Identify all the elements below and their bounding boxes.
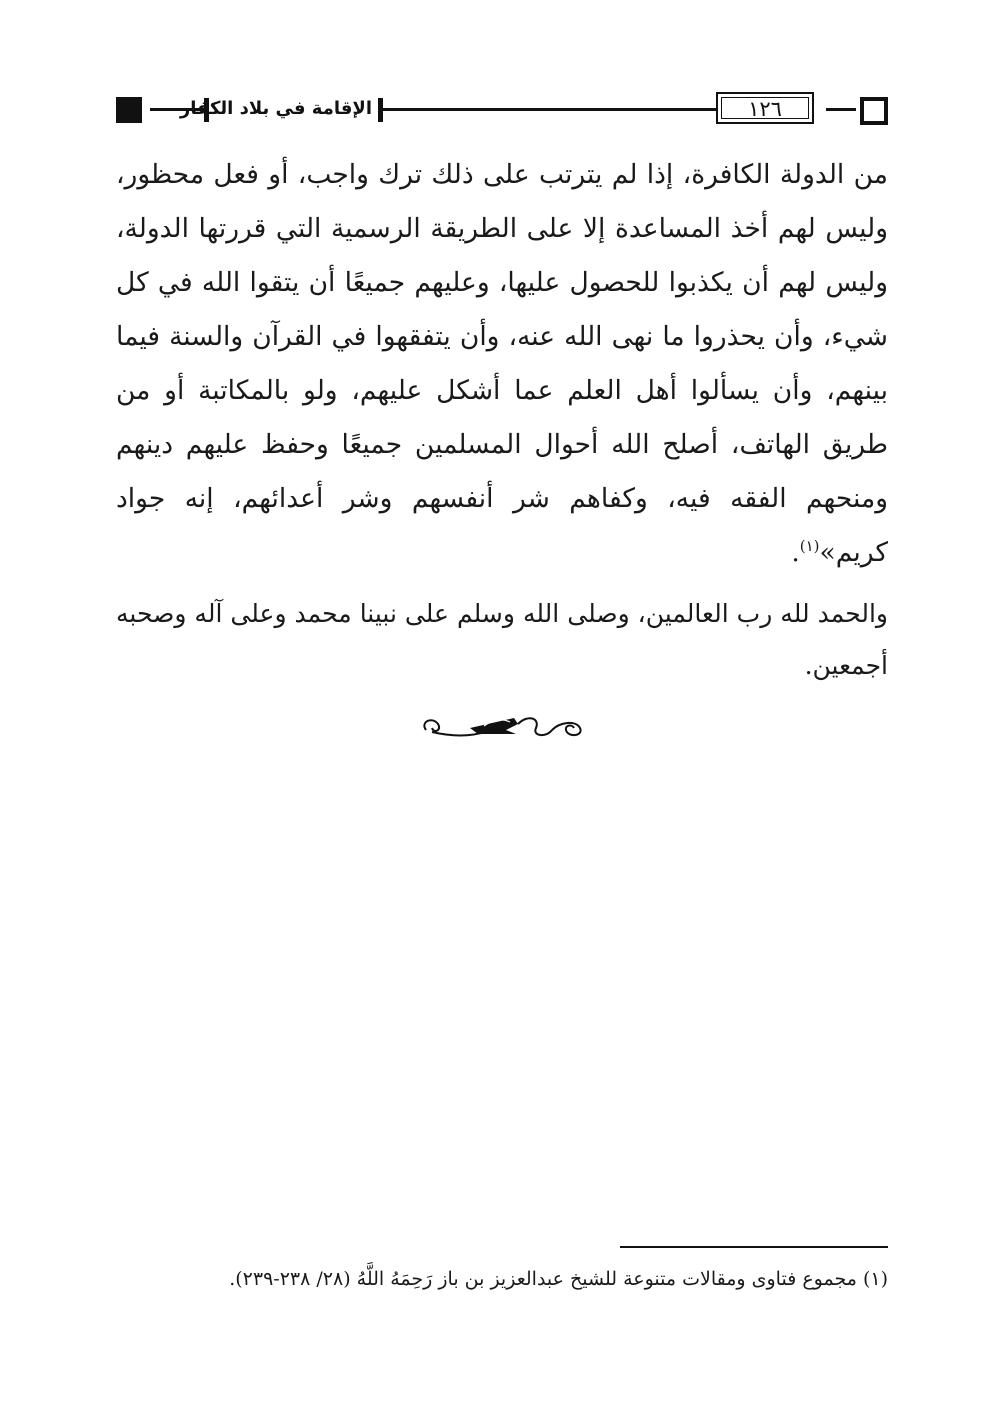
header-filled-square xyxy=(116,97,142,123)
closing-paragraph: والحمد لله رب العالمين، وصلى الله وسلم على نبينا محمد وعلى آله وصحبه أجمعين. xyxy=(116,599,888,680)
footnote-reference: (١) xyxy=(799,537,820,556)
page-number-frame xyxy=(716,92,814,124)
footnote-separator xyxy=(620,1246,888,1248)
page-header xyxy=(116,92,888,128)
paragraph-text: من الدولة الكافرة، إذا لم يترتب على ذلك ترك واجب، أو فعل محظور، وليس لهم أخذ المساعدة إلا على الطريقة الرسمية التي قررتها الدولة، وليس لهم أن يكذبوا للحصول عليها، وعليهم جميعًا أن يتقوا الله في كل شيء، وأن يحذروا ما نهى الله عنه، وأن يتفقهوا في القرآن والسنة فيما بينهم، وأن يسألوا أهل العلم عما أشكل عليهم، ولو بالمكاتبة أو من طريق الهاتف، أصلح الله أحوال المسلمين جميعًا وحفظ عليهم دينهم ومنحهم الفقه فيه، وكفاهم شر أنفسهم وشر أعدائهم، إنه جواد كريم» xyxy=(116,159,888,568)
header-rule-middle xyxy=(378,108,768,111)
running-title: الإقامة في بلاد الكفار xyxy=(179,98,372,119)
header-open-square xyxy=(860,97,888,125)
paragraph-end: . xyxy=(791,537,800,568)
header-rule-right xyxy=(826,108,856,111)
footnote: (١) مجموع فتاوى ومقالات متنوعة للشيخ عبدالعزيز بن باز رَحِمَهُ اللَّهُ (٢٨/ ٢٣٨-٢٣٩). xyxy=(229,1268,888,1290)
main-paragraph xyxy=(116,148,888,580)
page-number: ١٢٦ xyxy=(748,97,782,121)
decorative-divider-icon xyxy=(418,708,588,744)
